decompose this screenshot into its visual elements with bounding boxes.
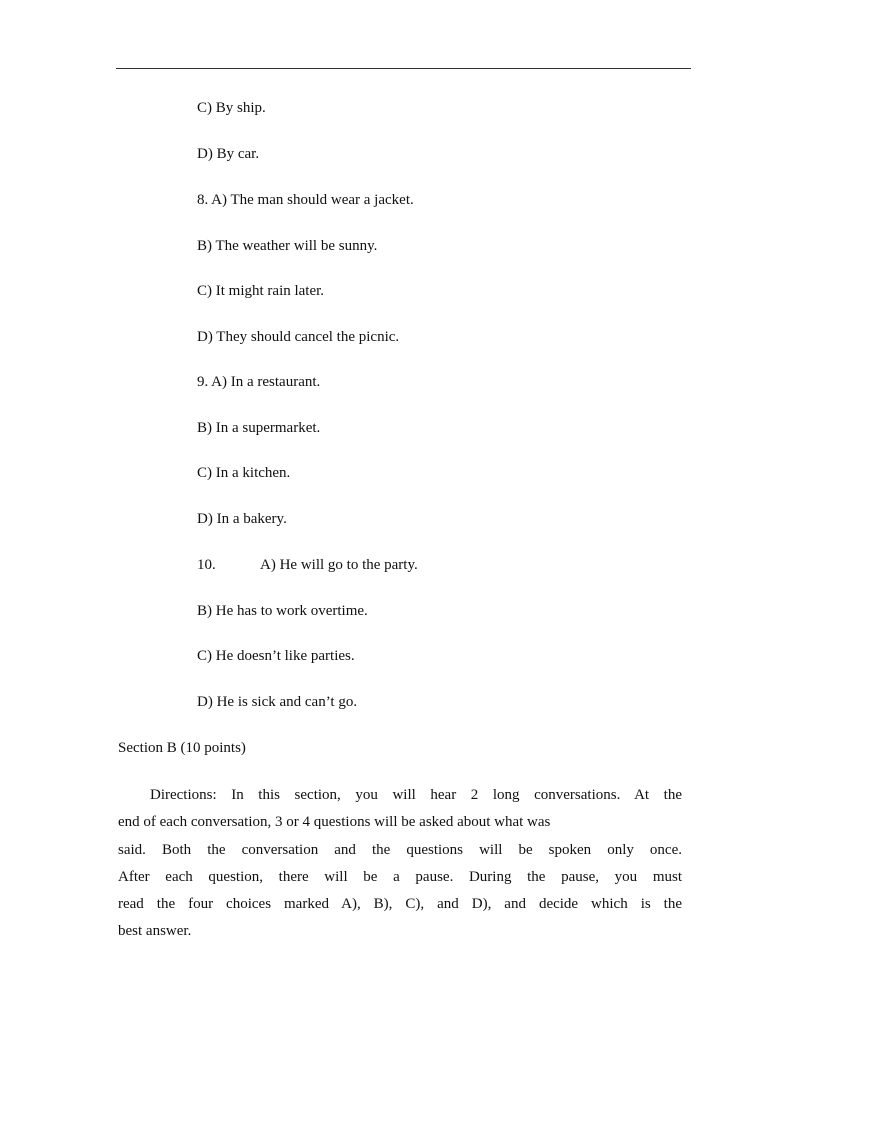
directions-line: end of each conversation, 3 or 4 questions will be asked about what was: [118, 814, 551, 831]
question-10-option-a: A) He will go to the party.: [260, 557, 418, 573]
option-7c: C) By ship.: [197, 100, 266, 116]
question-8-option-a: 8. A) The man should wear a jacket.: [197, 192, 414, 208]
section-b-title: Section B (10 points): [118, 740, 246, 756]
option-8d: D) They should cancel the picnic.: [197, 329, 400, 345]
question-10-number: 10.: [197, 557, 216, 573]
option-9c: C) In a kitchen.: [197, 465, 291, 481]
section-b-directions: [118, 782, 682, 946]
option-10c: C) He doesn’t like parties.: [197, 648, 355, 664]
directions-line: best answer.: [118, 923, 192, 940]
option-8b: B) The weather will be sunny.: [197, 238, 378, 254]
option-7d: D) By car.: [197, 146, 260, 162]
directions-line: read the four choices marked A), B), C), and D), and decide which is the: [118, 896, 682, 913]
header-rule: [116, 68, 691, 69]
option-10d: D) He is sick and can’t go.: [197, 694, 358, 710]
question-9-option-a: 9. A) In a restaurant.: [197, 374, 321, 390]
directions-line: Directions: In this section, you will hear 2 long conversations. At the: [150, 787, 682, 803]
option-10b: B) He has to work overtime.: [197, 603, 368, 619]
option-8c: C) It might rain later.: [197, 283, 325, 299]
directions-line: After each question, there will be a pause. During the pause, you must: [118, 868, 682, 885]
option-9b: B) In a supermarket.: [197, 420, 321, 436]
directions-line: said. Both the conversation and the questions will be spoken only once.: [118, 841, 682, 858]
option-9d: D) In a bakery.: [197, 511, 287, 527]
